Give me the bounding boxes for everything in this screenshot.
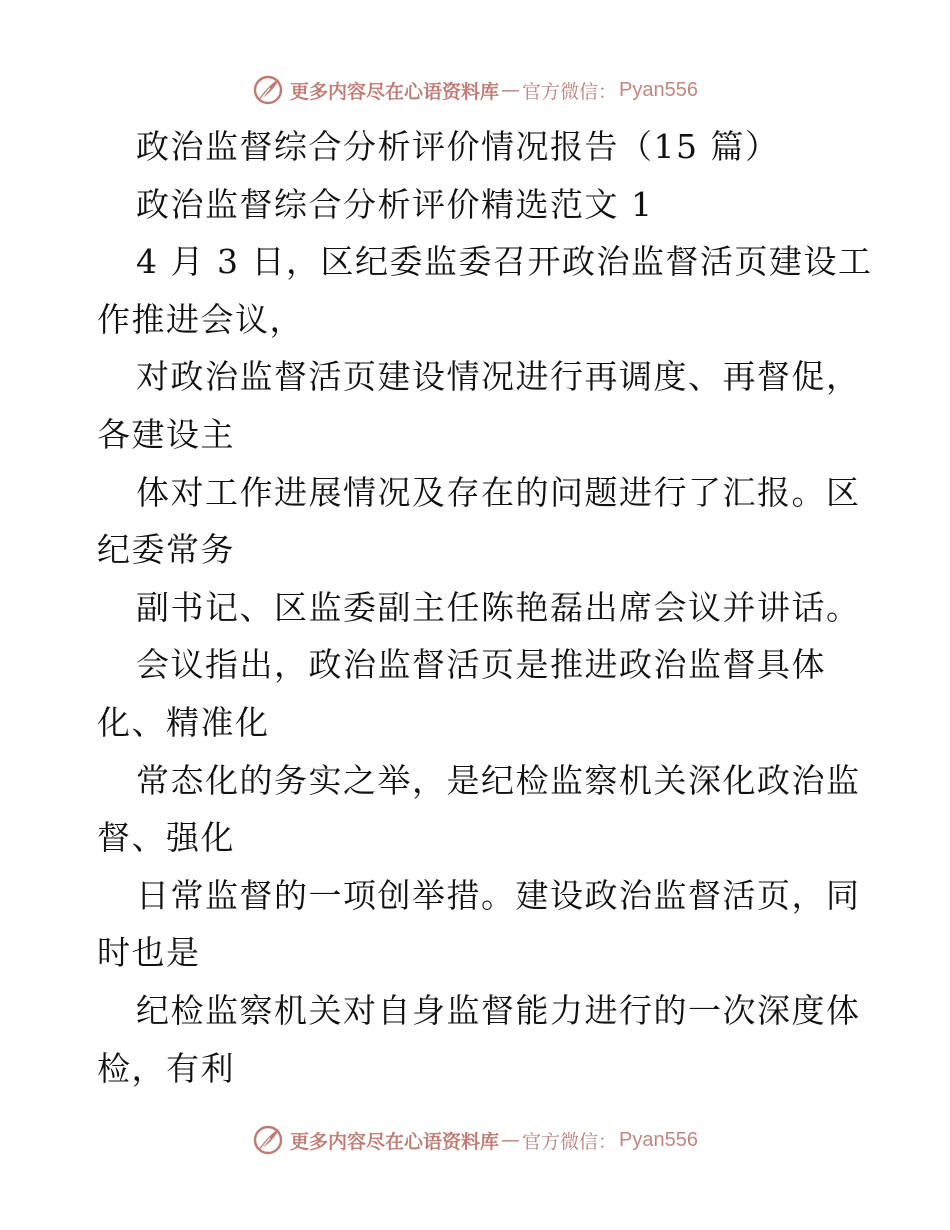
paragraph-line: 常态化的务实之举，是纪检监察机关深化政治监: [136, 760, 861, 800]
paragraph-line: 作推进会议，: [97, 299, 304, 339]
document-title: 政治监督综合分析评价情况报告（15 篇）: [136, 127, 780, 166]
watermark-dash: —: [501, 1129, 521, 1151]
feather-pen-seal-icon: [252, 74, 284, 106]
watermark-wechat-id: Pyan556: [619, 1128, 698, 1151]
paragraph-line: 会议指出，政治监督活页是推进政治监督具体: [136, 645, 826, 685]
header-watermark-banner: [0, 70, 950, 110]
paragraph-line: 日常监督的一项创举措。建设政治监督活页，同: [136, 875, 861, 915]
feather-pen-seal-icon: [252, 1124, 284, 1156]
paragraph-line: 化、精准化: [97, 702, 270, 742]
footer-watermark-banner: [0, 1120, 950, 1160]
watermark-site-text: 更多内容尽在心语资料库: [290, 1130, 500, 1153]
section-heading: 政治监督综合分析评价精选范文 1: [136, 184, 654, 224]
paragraph-line: 副书记、区监委副主任陈艳磊出席会议并讲话。: [136, 587, 861, 627]
paragraph-line: 督、强化: [97, 818, 235, 858]
watermark-dash: —: [501, 79, 521, 101]
paragraph-line: 时也是: [97, 933, 201, 973]
watermark-wechat-id: Pyan556: [619, 78, 698, 101]
paragraph-line: 检，有利: [97, 1048, 235, 1088]
watermark-wechat-label: 官方微信：: [522, 1130, 618, 1153]
paragraph-line: 对政治监督活页建设情况进行再调度、再督促，: [136, 357, 861, 397]
paragraph-line: 4 月 3 日，区纪委监委召开政治监督活页建设工: [136, 242, 873, 282]
document-body: [97, 118, 873, 1097]
watermark-site-text: 更多内容尽在心语资料库: [290, 80, 500, 103]
paragraph-line: 纪委常务: [97, 530, 235, 570]
paragraph-line: 体对工作进展情况及存在的问题进行了汇报。区: [136, 472, 861, 512]
paragraph-line: 纪检监察机关对自身监督能力进行的一次深度体: [136, 990, 861, 1030]
watermark-wechat-label: 官方微信：: [522, 80, 618, 103]
paragraph-line: 各建设主: [97, 414, 235, 454]
